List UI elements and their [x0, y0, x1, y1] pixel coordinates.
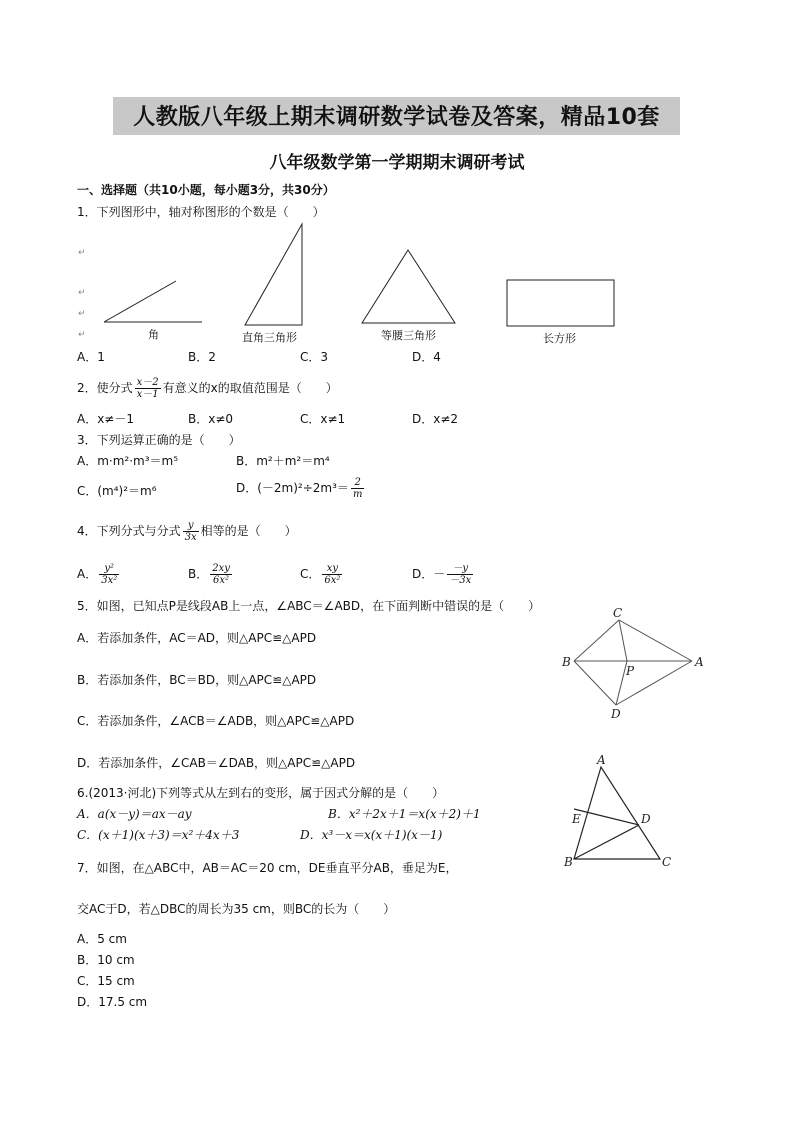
q4-option: A． $\frac{\text{y²}}{\text{3x²}}$ — [77, 563, 118, 586]
q7-option: B．10 cm — [77, 953, 135, 967]
paragraph-mark-icon: ↵ — [78, 309, 86, 319]
q7-option: D．17.5 cm — [77, 995, 148, 1009]
q1-option: D．4 — [412, 350, 441, 364]
q4-stem: 4．下列分式与分式 $\frac{y}{3x}$ 相等的是（ ） — [77, 520, 297, 543]
q3-option: B．m²＋m²＝m⁴ — [236, 454, 330, 468]
q5-option: D．若添加条件，∠CAB＝∠DAB，则△APC≌△APD — [77, 756, 356, 770]
paragraph-mark-icon: ↵ — [78, 330, 86, 340]
point-label: B — [564, 855, 573, 869]
q1-option: B．2 — [188, 350, 216, 364]
q5-option: C．若添加条件，∠ACB＝∠ADB，则△APC≌△APD — [77, 714, 355, 728]
q4-option: D．－ $\frac{-y}{-3x}$ — [412, 563, 472, 586]
q1-option: C．3 — [300, 350, 329, 364]
q3-stem: 3．下列运算正确的是（ ） — [77, 433, 241, 447]
shape-label: 直角三角形 — [242, 331, 297, 344]
shape-label: 长方形 — [543, 332, 576, 345]
shape-label: 角 — [148, 328, 159, 341]
point-label: C — [613, 606, 623, 620]
point-label: A — [597, 753, 606, 767]
q6-option: A．a(x－y)＝ax－ay — [77, 807, 192, 821]
q7-stem: 交AC于D，若△DBC的周长为35 cm，则BC的长为（ ） — [77, 902, 396, 916]
q4-option: C． $\frac{xy}{\text{6x²}}$ — [300, 563, 341, 586]
q6-option: C．(x＋1)(x＋3)＝x²＋4x＋3 — [77, 828, 240, 842]
q2-option: B．x≠0 — [188, 412, 234, 426]
q1-option: A．1 — [77, 350, 105, 364]
q2-option: D．x≠2 — [412, 412, 459, 426]
shape-label: 等腰三角形 — [381, 329, 436, 342]
q4-fraction: $\frac{y}{3x}$ — [184, 520, 197, 543]
q3-option: C．(m⁴)²＝m⁶ — [77, 484, 157, 498]
q6-option: D．x³－x＝x(x＋1)(x－1) — [300, 828, 443, 842]
point-label: D — [611, 707, 621, 721]
q6-option: B．x²＋2x＋1＝x(x＋2)＋1 — [328, 807, 481, 821]
q4-option: B． $\frac{2xy}{\text{6x²}}$ — [188, 563, 230, 586]
paragraph-mark-icon: ↵ — [78, 288, 86, 298]
q2-option: A．x≠－1 — [77, 412, 135, 426]
q3-option: D．(－2m)²÷2m³＝ $\frac{2}{m}$ — [236, 477, 363, 500]
q3-option: A．m·m²·m³＝m⁵ — [77, 454, 179, 468]
title-banner: 人教版八年级上期末调研数学试卷及答案，精品10套 — [133, 105, 660, 130]
point-label: A — [695, 655, 704, 669]
q2-option: C．x≠1 — [300, 412, 346, 426]
q5-stem: 5．如图，已知点P是线段AB上一点，∠ABC＝∠ABD，在下面判断中错误的是（ ） — [77, 599, 541, 613]
point-label: P — [626, 664, 635, 678]
q7-option: C．15 cm — [77, 974, 135, 988]
paragraph-mark-icon: ↵ — [78, 248, 86, 258]
q5-option: B．若添加条件，BC＝BD，则△APC≌△APD — [77, 673, 317, 687]
point-label: B — [562, 655, 571, 669]
point-label: E — [572, 812, 581, 826]
q5-option: A．若添加条件，AC＝AD，则△APC≌△APD — [77, 631, 317, 645]
exam-title: 八年级数学第一学期期末调研考试 — [269, 153, 525, 173]
q1-stem: 1．下列图形中，轴对称图形的个数是（ ） — [77, 205, 325, 219]
point-label: C — [662, 855, 672, 869]
point-label: D — [641, 812, 651, 826]
q6-stem: 6.(2013·河北)下列等式从左到右的变形，属于因式分解的是（ ） — [77, 786, 445, 800]
q2-fraction: $\frac{x-2}{x-1}$ — [136, 377, 159, 400]
q7-stem: 7．如图，在△ABC中，AB＝AC＝20 cm，DE垂直平分AB，垂足为E， — [77, 861, 458, 875]
q2-stem: 2．使分式 $\frac{x-2}{x-1}$ 有意义的x的取值范围是（ ） — [77, 377, 338, 400]
section-heading: 一、选择题（共10小题，每小题3分，共30分） — [77, 183, 335, 197]
q7-option: A．5 cm — [77, 932, 127, 946]
